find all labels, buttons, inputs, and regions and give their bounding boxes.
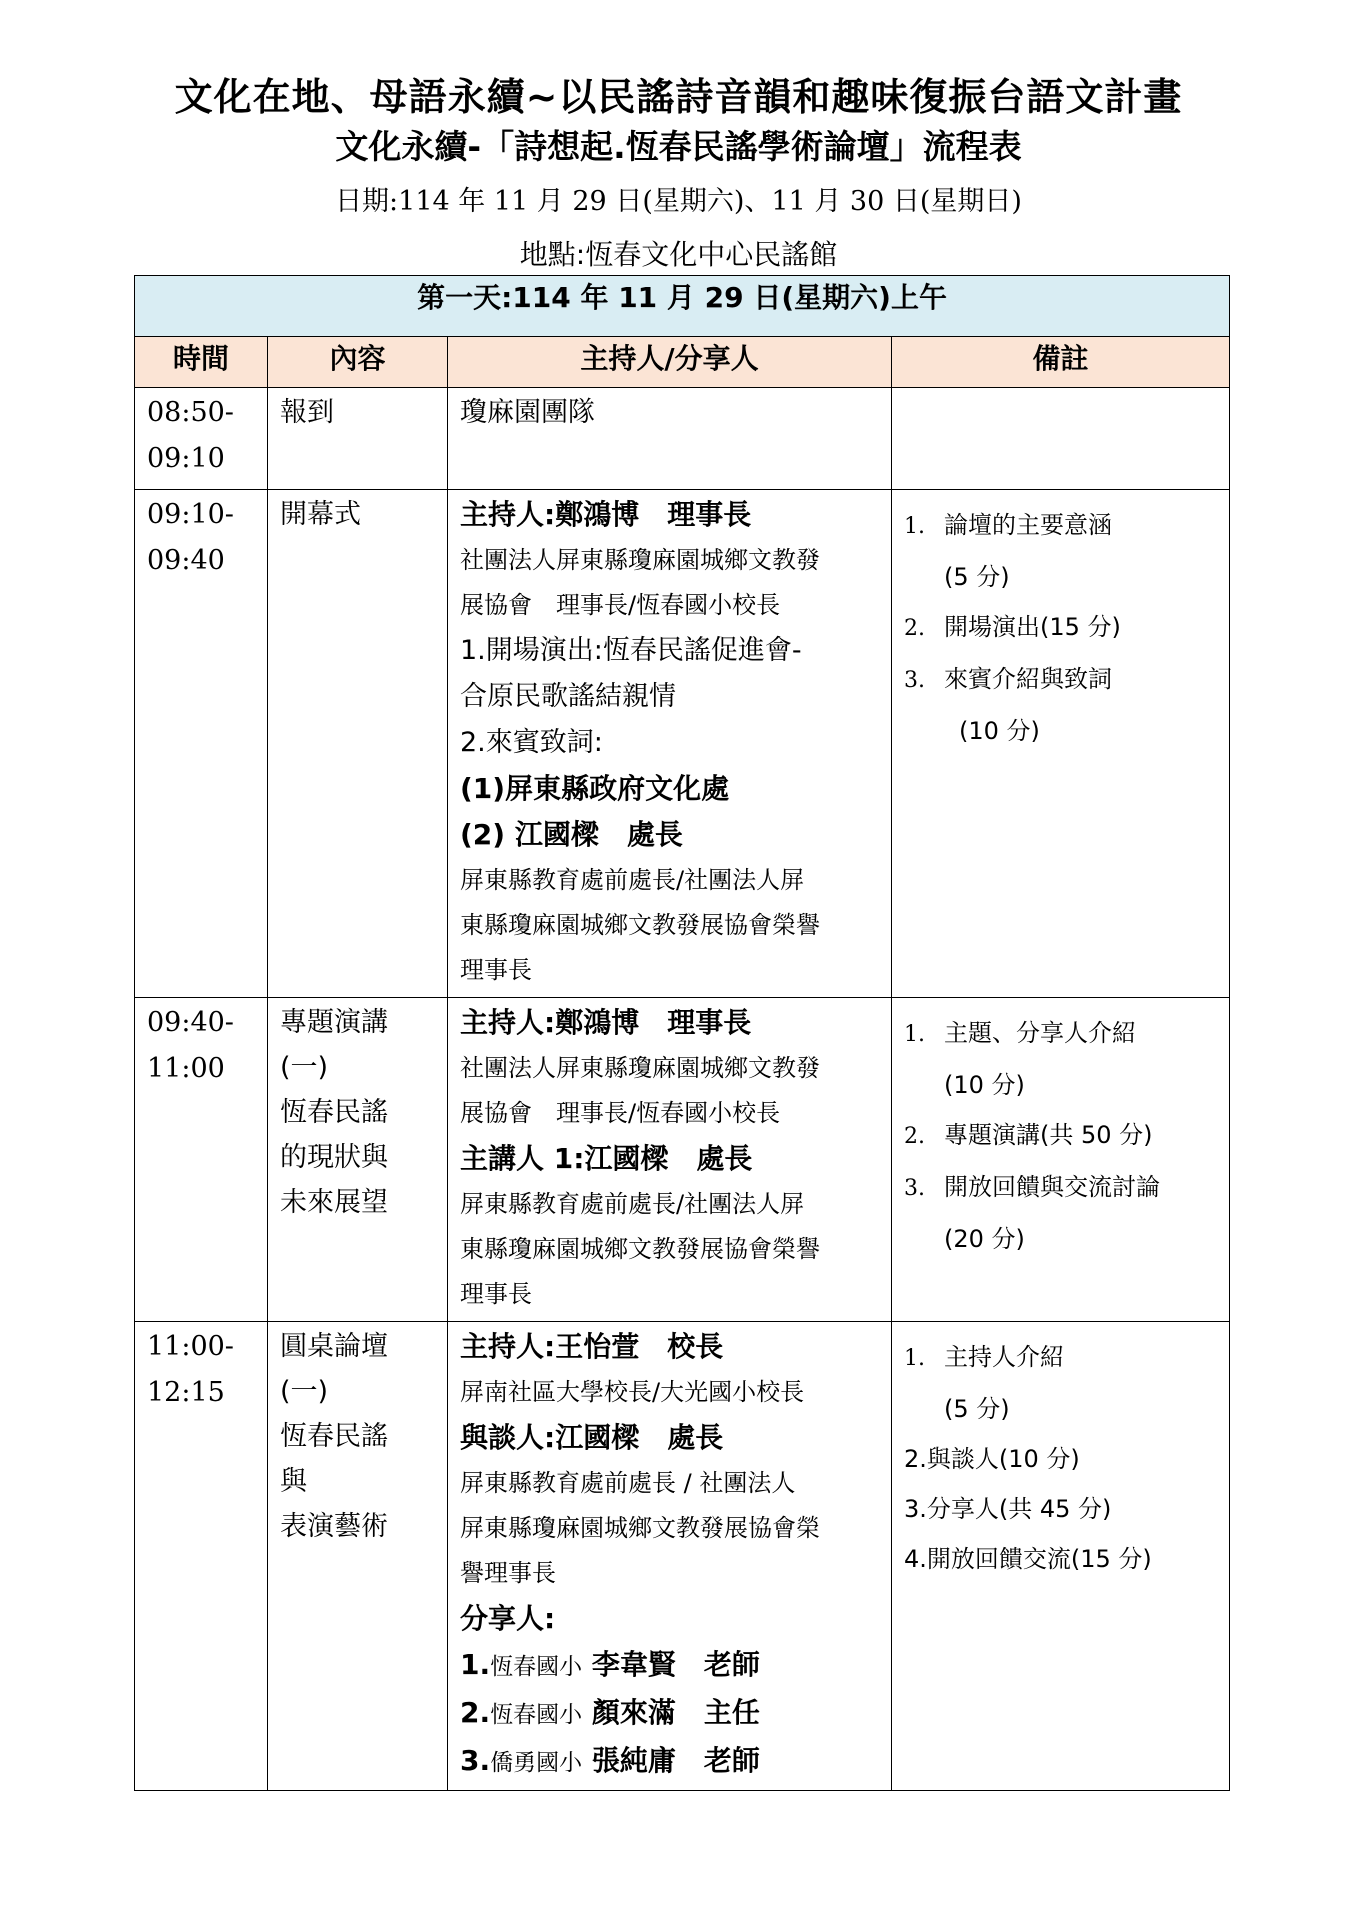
host-line: 屏南社區大學校長/大光國小校長 (460, 1378, 805, 1406)
time-end: 09:40 (147, 545, 225, 576)
schedule-table (134, 275, 1230, 1791)
note-item: 3. 來賓介紹與致詞 (904, 665, 1112, 693)
column-header-row (135, 337, 1230, 388)
column-header-content: 內容 (268, 337, 448, 388)
host-line: 主持人:王怡萱 校長 (460, 1330, 724, 1363)
host-line: 1.開場演出:恆春民謠促進會- (460, 635, 802, 666)
host-line: 屏東縣瓊麻園城鄉文教發展協會榮 (460, 1514, 820, 1542)
event-date: 日期:114 年 11 月 29 日(星期六)、11 月 30 日(星期日) (335, 186, 1022, 217)
speaker-line: 2.恆春國小 顏來滿 主任 (460, 1696, 760, 1729)
notes-cell (892, 388, 1230, 490)
host-line: 東縣瓊麻園城鄉文教發展協會榮譽 (460, 911, 820, 939)
time-cell (135, 1322, 268, 1791)
speaker-line: 3.僑勇國小 張純庸 老師 (460, 1744, 760, 1777)
host-line: 瓊麻園團隊 (460, 397, 595, 428)
table-row (135, 998, 1230, 1322)
note-item: 2. 開場演出(15 分) (904, 613, 1121, 641)
table-row (135, 490, 1230, 998)
note-item: 3. 開放回饋與交流討論 (904, 1173, 1160, 1201)
host-line: 社團法人屏東縣瓊麻園城鄉文教發 (460, 1054, 820, 1082)
host-line: (2) 江國樑 處長 (460, 818, 683, 851)
content-line: 恆春民謠 (280, 1421, 388, 1452)
document-title: 文化在地、母語永續~以民謠詩音韻和趣味復振台語文計畫 (174, 75, 1183, 119)
content-line: (一) (280, 1376, 329, 1407)
note-item: (20 分) (944, 1225, 1025, 1253)
notes-cell (892, 490, 1230, 998)
note-item: 1. 主題、分享人介紹 (904, 1019, 1136, 1047)
host-line: 展協會 理事長/恆春國小校長 (460, 591, 781, 619)
note-item: 4.開放回饋交流(15 分) (904, 1545, 1152, 1573)
content-line: 的現狀與 (280, 1142, 388, 1173)
content-line: 恆春民謠 (280, 1097, 388, 1128)
time-end: 12:15 (147, 1377, 225, 1408)
host-line: 社團法人屏東縣瓊麻園城鄉文教發 (460, 546, 820, 574)
content-line: 與 (280, 1466, 307, 1497)
content-line: 開幕式 (280, 499, 361, 530)
host-line: 分享人: (460, 1602, 556, 1635)
column-header-notes: 備註 (892, 337, 1230, 388)
table-row (135, 388, 1230, 490)
host-line: 屏東縣教育處前處長/社團法人屏 (460, 866, 805, 894)
note-item: (5 分) (944, 563, 1010, 591)
host-line: 譽理事長 (460, 1559, 556, 1587)
host-cell (448, 998, 892, 1322)
host-cell (448, 388, 892, 490)
host-line: 主講人 1:江國樑 處長 (460, 1142, 753, 1175)
host-line: 主持人:鄭鴻博 理事長 (460, 1006, 752, 1039)
time-start: 09:40- (147, 1007, 234, 1038)
host-line: 理事長 (460, 1280, 532, 1308)
content-line: 報到 (280, 397, 334, 428)
document-subtitle: 文化永續-「詩想起.恆春民謠學術論壇」流程表 (335, 127, 1022, 166)
time-cell (135, 388, 268, 490)
host-line: 屏東縣教育處前處長/社團法人屏 (460, 1190, 805, 1218)
notes-cell (892, 1322, 1230, 1791)
note-item: 1. 主持人介紹 (904, 1343, 1064, 1371)
content-line: 專題演講 (280, 1007, 388, 1038)
time-start: 09:10- (147, 499, 234, 530)
time-cell (135, 998, 268, 1322)
host-line: 東縣瓊麻園城鄉文教發展協會榮譽 (460, 1235, 820, 1263)
host-line: 與談人:江國樑 處長 (460, 1421, 724, 1454)
time-end: 09:10 (147, 443, 225, 474)
event-venue: 地點:恆春文化中心民謠館 (519, 238, 838, 271)
note-item: 2. 專題演講(共 50 分) (904, 1121, 1153, 1149)
time-start: 08:50- (147, 397, 234, 428)
time-start: 11:00- (147, 1331, 234, 1362)
column-header-time: 時間 (135, 337, 268, 388)
speaker-line: 1.恆春國小 李韋賢 老師 (460, 1648, 760, 1681)
time-cell (135, 490, 268, 998)
notes-cell (892, 998, 1230, 1322)
host-line: 展協會 理事長/恆春國小校長 (460, 1099, 781, 1127)
column-header-host: 主持人/分享人 (448, 337, 892, 388)
content-line: 未來展望 (280, 1187, 388, 1218)
content-line: 圓桌論壇 (280, 1331, 388, 1362)
note-item: 1. 論壇的主要意涵 (904, 511, 1112, 539)
content-line: 表演藝術 (280, 1511, 388, 1542)
content-line: (一) (280, 1052, 329, 1083)
host-line: 合原民歌謠結親情 (460, 681, 676, 712)
host-line: 理事長 (460, 956, 532, 984)
day-header-row (135, 276, 1230, 337)
content-cell (268, 388, 448, 490)
content-cell (268, 1322, 448, 1791)
host-line: 屏東縣教育處前處長 / 社團法人 (460, 1469, 796, 1497)
note-item: (10 分) (944, 1071, 1025, 1099)
host-line: 2.來賓致詞: (460, 727, 603, 758)
day-header: 第一天:114 年 11 月 29 日(星期六)上午 (135, 276, 1230, 337)
note-item: (5 分) (944, 1395, 1010, 1423)
note-item: 2.與談人(10 分) (904, 1445, 1080, 1473)
content-cell (268, 998, 448, 1322)
time-end: 11:00 (147, 1053, 225, 1084)
content-cell (268, 490, 448, 998)
note-item: 3.分享人(共 45 分) (904, 1495, 1112, 1523)
note-item: (10 分) (959, 717, 1040, 745)
host-line: 主持人:鄭鴻博 理事長 (460, 498, 752, 531)
host-cell (448, 490, 892, 998)
table-row (135, 1322, 1230, 1791)
host-cell (448, 1322, 892, 1791)
host-line: (1)屏東縣政府文化處 (460, 772, 730, 805)
